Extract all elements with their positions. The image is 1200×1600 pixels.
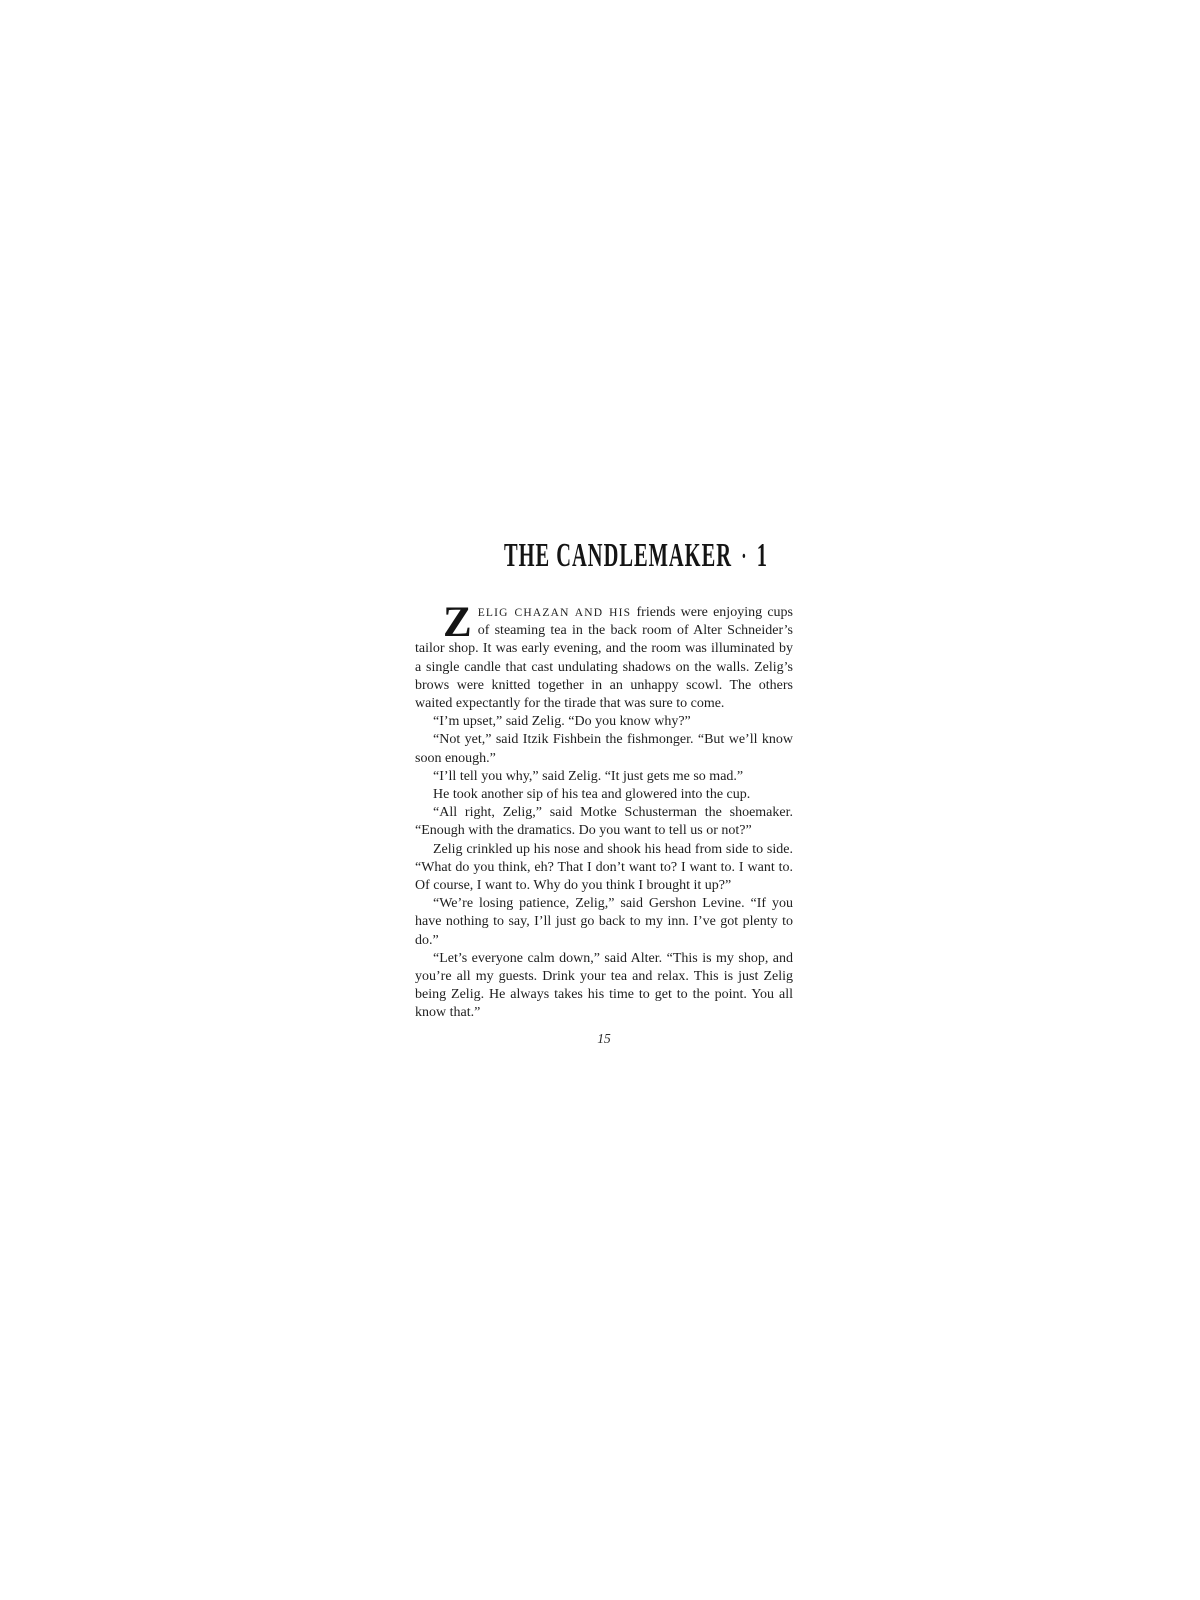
- chapter-separator-dot: ·: [741, 543, 748, 572]
- body-paragraph: “I’m upset,” said Zelig. “Do you know why?”: [433, 714, 691, 730]
- body-paragraph: Zelig crinkled up his nose and shook his head from side to side. “What do you think, eh? That I don’t want to? I want to. I want to. Of course, I want to. Why do you think I brought it up?”: [415, 841, 793, 894]
- chapter-heading-inner: [504, 536, 768, 575]
- body-paragraph: “Not yet,” said Itzik Fishbein the fishmonger. “But we’ll know soon enough.”: [415, 732, 793, 766]
- body-paragraph: [415, 599, 793, 713]
- body-paragraph: “We’re losing patience, Zelig,” said Gershon Levine. “If you have nothing to say, I’ll just go back to my inn. I’ve got plenty to do.”: [415, 896, 793, 948]
- paragraph-text: friends were enjoying cups of steaming tea in the back room of Alter Schneider’s tailor shop. It was early evening, and the room was illuminated by a single candle that cast undulating shadows on the walls. Zelig’s brows were knitted together in an unhappy scowl. The others waited expectantly for the tirade that was sure to come.: [415, 605, 793, 712]
- chapter-heading: [436, 535, 814, 574]
- book-page: [415, 537, 793, 1047]
- lead-small-caps: ELIG CHAZAN AND HIS: [477, 607, 632, 619]
- body-paragraph: He took another sip of his tea and glowered into the cup.: [433, 787, 751, 803]
- chapter-title: THE CANDLEMAKER: [503, 535, 732, 574]
- body-paragraph: “All right, Zelig,” said Motke Schusterman the shoemaker. “Enough with the dramatics. Do you want to tell us or not?”: [415, 805, 793, 839]
- page-number: 15: [597, 1030, 611, 1046]
- chapter-number: 1: [756, 535, 768, 574]
- body-paragraph: “Let’s everyone calm down,” said Alter. “This is my shop, and you’re all my guests. Drink your tea and relax. This is just Zelig being Zelig. He always takes his time to get to the point. You all know that.”: [415, 950, 793, 1021]
- body-paragraph: “I’ll tell you why,” said Zelig. “It just gets me so mad.”: [433, 768, 744, 784]
- drop-cap-letter: Z: [443, 599, 472, 646]
